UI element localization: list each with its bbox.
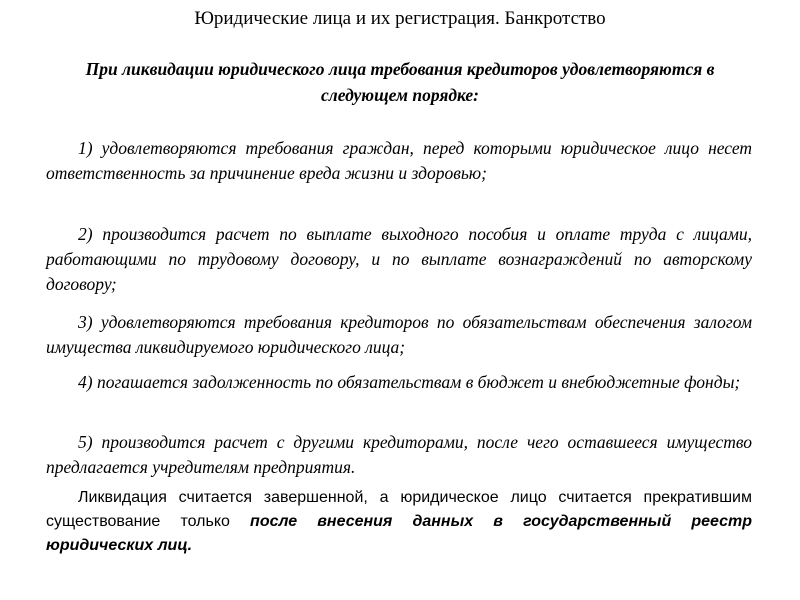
conclusion-text: Ликвидация считается завершенной, а юридическое лицо считается прекратившим существование только <box>46 489 752 530</box>
conclusion-paragraph <box>46 486 752 558</box>
list-item: 3) удовлетворяются требования кредиторов по обязательствам обеспечения залогом имущества ликвидируемого юридического лица; <box>46 311 752 357</box>
conclusion-emphasis: после внесения данных в государственный реестр юридических лиц. <box>46 513 753 554</box>
slide-title: Юридические лица и их регистрация. Банкротство <box>194 8 606 29</box>
list-item: 5) производится расчет с другими кредиторами, после чего оставшееся имущество предлагается учредителям предприятия. <box>46 431 752 477</box>
list-item: 1) удовлетворяются требования граждан, перед которыми юридическое лицо несет ответственность за причинение вреда жизни и здоровью; <box>46 137 752 183</box>
list-item: 2) производится расчет по выплате выходного пособия и оплате труда с лицами, работающими по трудовому договору, и по выплате вознаграждений по авторскому договору; <box>46 223 752 294</box>
section-heading: При ликвидации юридического лица требования кредиторов удовлетворяются в следующем порядке: <box>85 59 715 105</box>
list-item: 4) погашается задолженность по обязательствам в бюджет и внебюджетные фонды; <box>78 371 741 392</box>
